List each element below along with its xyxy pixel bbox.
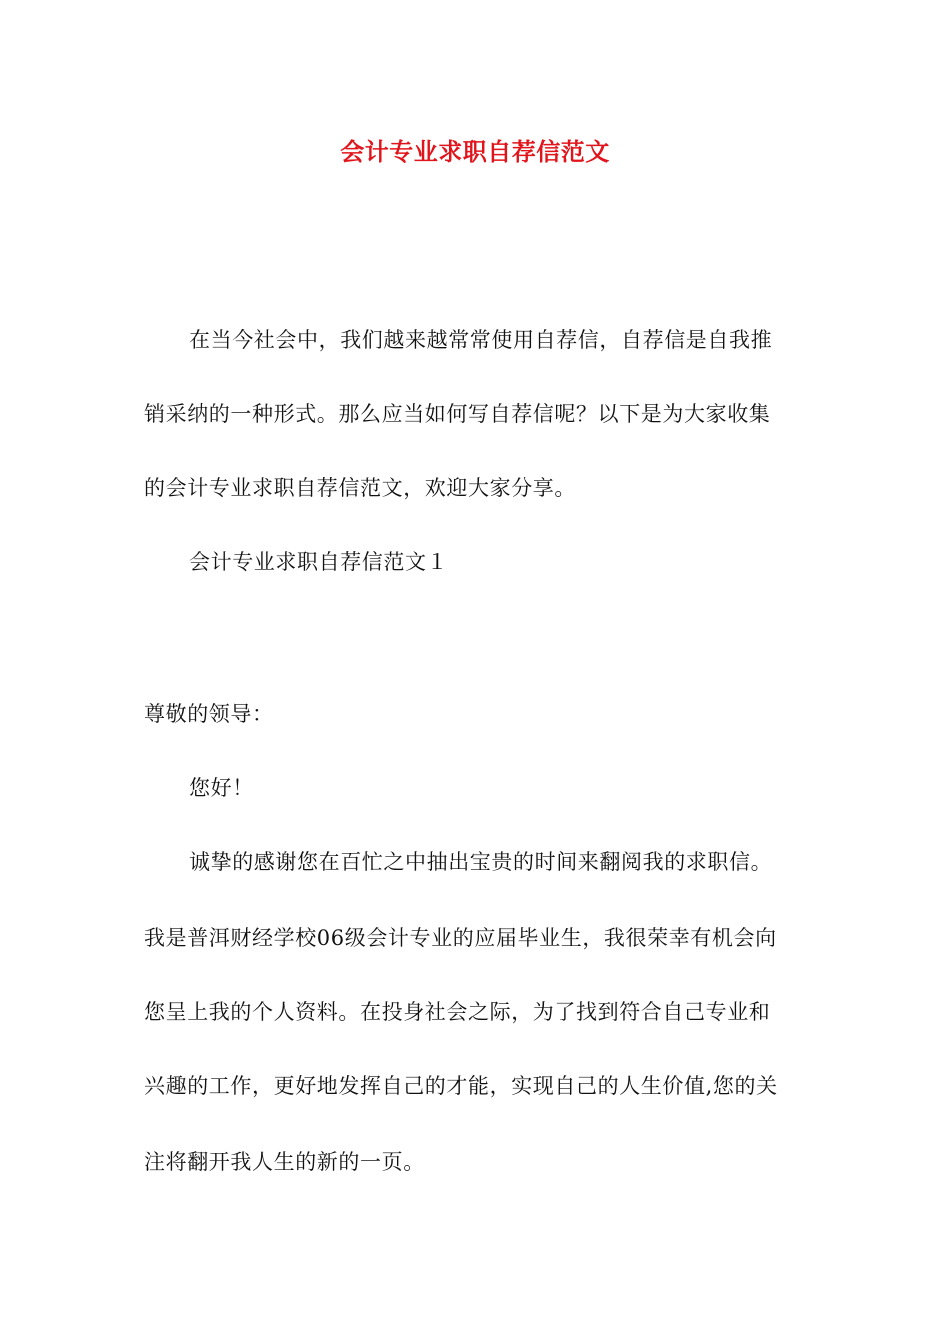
paragraph-line: 我是普洱财经学校06级会计专业的应届毕业生，我很荣幸有机会向 xyxy=(144,926,777,950)
paragraph-line: 销采纳的一种形式。那么应当如何写自荐信呢？以下是为大家收集 xyxy=(144,402,771,426)
paragraph-line: 兴趣的工作，更好地发挥自己的才能，实现自己的人生价值,您的关 xyxy=(144,1074,778,1098)
greeting: 您好！ xyxy=(189,776,254,800)
section-heading: 会计专业求职自荐信范文１ xyxy=(189,550,449,574)
paragraph-line: 注将翻开我人生的新的一页。 xyxy=(144,1150,425,1174)
paragraph-line: 在当今社会中，我们越来越常常使用自荐信，自荐信是自我推 xyxy=(189,328,773,352)
paragraph-line: 的会计专业求职自荐信范文，欢迎大家分享。 xyxy=(144,476,576,500)
document-title: 会计专业求职自荐信范文 xyxy=(340,137,610,166)
salutation: 尊敬的领导： xyxy=(144,702,274,726)
paragraph-line: 您呈上我的个人资料。在投身社会之际，为了找到符合自己专业和 xyxy=(144,1000,771,1024)
paragraph-line: 诚挚的感谢您在百忙之中抽出宝贵的时间来翻阅我的求职信。 xyxy=(189,850,773,874)
